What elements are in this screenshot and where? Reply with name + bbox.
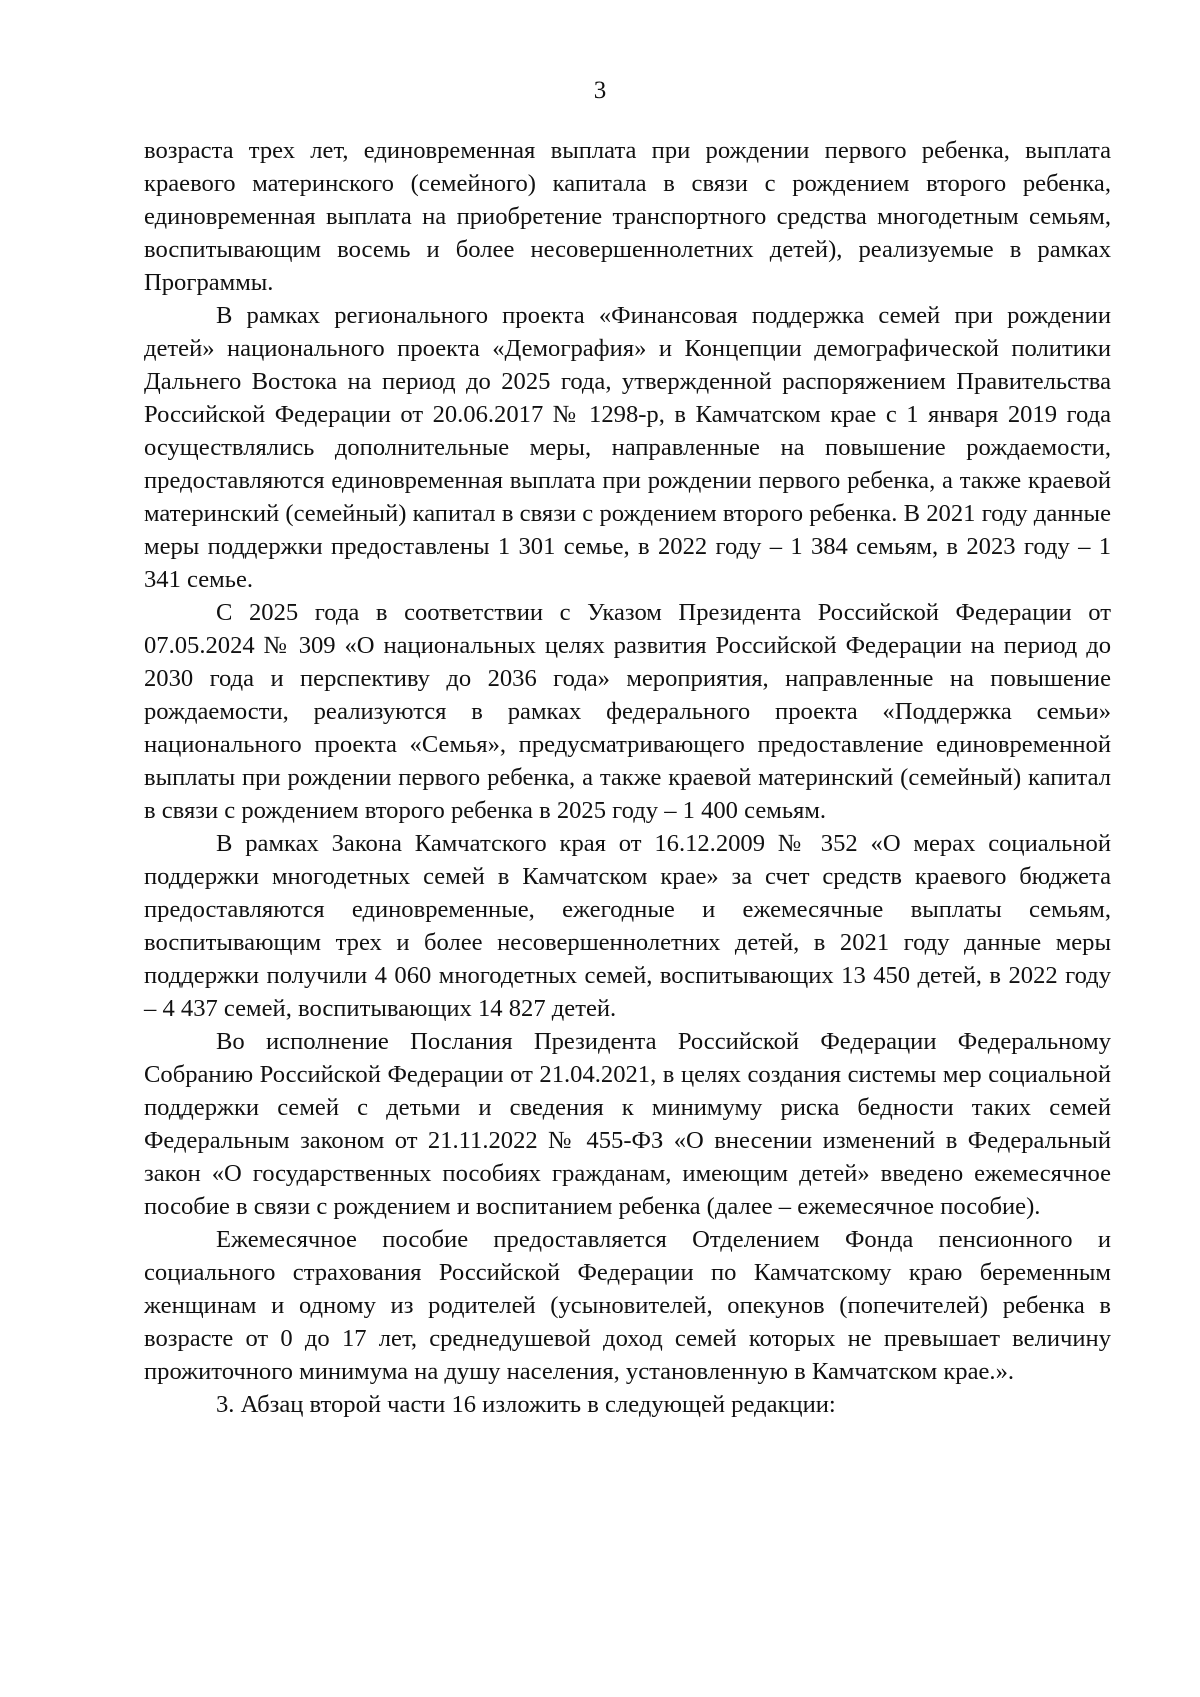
document-body: [144, 134, 1111, 1421]
paragraph-presidential-message: Во исполнение Послания Президента Российской Федерации Федеральному Собранию Российской Федерации от 21.04.2021, в целях создания системы мер социальной поддержки семей с детьми и сведения к минимуму риска бедности таких семей Федеральным законом от 21.11.2022 № 455-ФЗ «О внесении изменений в Федеральный закон «О государственных пособиях гражданам, имеющим детей» введено ежемесячное пособие в связи с рождением и воспитанием ребенка (далее – ежемесячное пособие).: [144, 1028, 1111, 1220]
paragraph-monthly-allowance: Ежемесячное пособие предоставляется Отделением Фонда пенсионного и социального страхования Российской Федерации по Камчатскому краю беременным женщинам и одному из родителей (усыновителей, опекунов (попечителей) ребенка в возрасте от 0 до 17 лет, среднедушевой доход семей которых не превышает величину прожиточного минимума на душу населения, установленную в Камчатском крае.».: [144, 1226, 1111, 1385]
paragraph-federal-project: С 2025 года в соответствии с Указом Президента Российской Федерации от 07.05.2024 № 309 «О национальных целях развития Российской Федерации на период до 2030 года и перспективу до 2036 года» мероприятия, направленные на повышение рождаемости, реализуются в рамках федерального проекта «Поддержка семьи» национального проекта «Семья», предусматривающего предоставление единовременной выплаты при рождении первого ребенка, а также краевой материнский (семейный) капитал в связи с рождением второго ребенка в 2025 году – 1 400 семьям.: [144, 599, 1111, 824]
page-number: 3: [593, 77, 607, 104]
paragraph-regional-project: В рамках регионального проекта «Финансовая поддержка семей при рождении детей» национального проекта «Демография» и Концепции демографической политики Дальнего Востока на период до 2025 года, утвержденной распоряжением Правительства Российской Федерации от 20.06.2017 № 1298-р, в Камчатском крае с 1 января 2019 года осуществлялись дополнительные меры, направленные на повышение рождаемости, предоставляются единовременная выплата при рождении первого ребенка, а также краевой материнский (семейный) капитал в связи с рождением второго ребенка. В 2021 году данные меры поддержки предоставлены 1 301 семье, в 2022 году – 1 384 семьям, в 2023 году – 1 341 семье.: [144, 302, 1111, 593]
paragraph-large-families-law: В рамках Закона Камчатского края от 16.12.2009 № 352 «О мерах социальной поддержки многодетных семей в Камчатском крае» за счет средств краевого бюджета предоставляются единовременные, ежегодные и ежемесячные выплаты семьям, воспитывающим трех и более несовершеннолетних детей, в 2021 году данные меры поддержки получили 4 060 многодетных семей, воспитывающих 13 450 детей, в 2022 году – 4 437 семей, воспитывающих 14 827 детей.: [144, 830, 1111, 1022]
paragraph-amendment-item: 3. Абзац второй части 16 изложить в следующей редакции:: [216, 1391, 836, 1418]
paragraph-continuation: возраста трех лет, единовременная выплата при рождении первого ребенка, выплата краевого материнского (семейного) капитала в связи с рождением второго ребенка, единовременная выплата на приобретение транспортного средства многодетным семьям, воспитывающим восемь и более несовершеннолетних детей), реализуемые в рамках Программы.: [144, 137, 1111, 296]
